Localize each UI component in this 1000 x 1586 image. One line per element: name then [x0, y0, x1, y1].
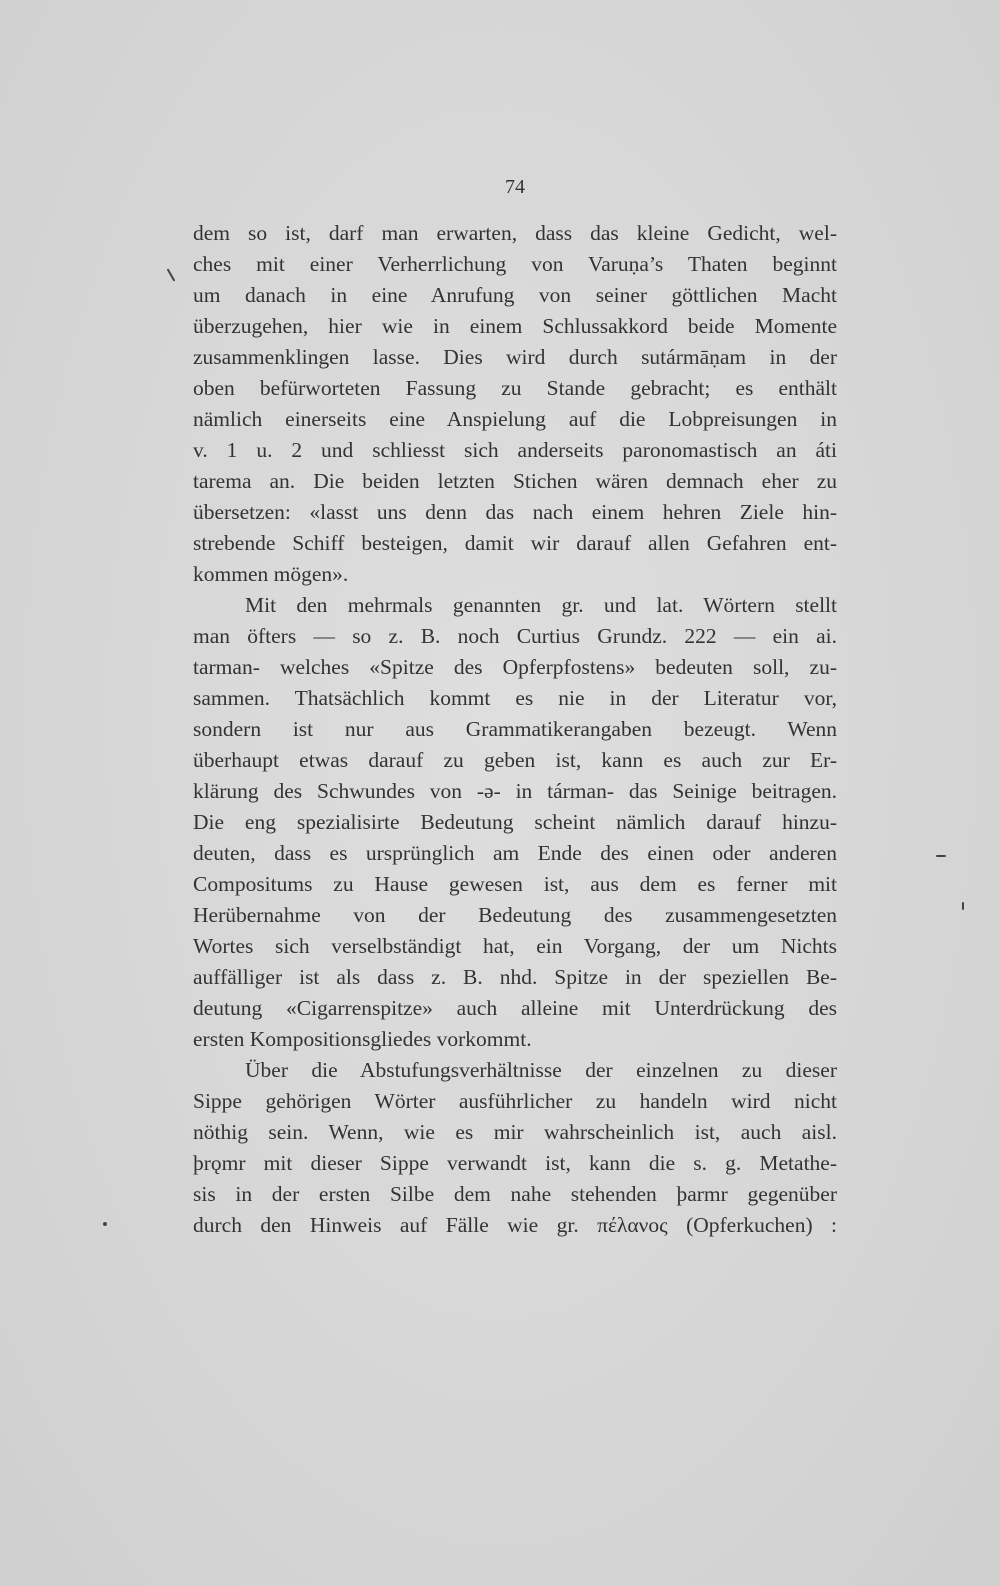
text-line: zusammenklingen lasse. Dies wird durch sutármāṇam in der	[193, 345, 837, 369]
text-line: überhaupt etwas darauf zu geben ist, kann es auch zur Er-	[193, 748, 837, 772]
text-line: sondern ist nur aus Grammatikerangaben bezeugt. Wenn	[193, 717, 837, 741]
text-line: ersten Kompositionsgliedes vorkommt.	[193, 1027, 532, 1051]
text-line: strebende Schiff besteigen, damit wir darauf allen Gefahren ent-	[193, 531, 837, 555]
text-line: ches mit einer Verherrlichung von Varuṇa’s Thaten beginnt	[193, 252, 837, 276]
text-line: v. 1 u. 2 und schliesst sich anderseits paronomastisch an áti	[193, 438, 837, 462]
text-line: Wortes sich verselbständigt hat, ein Vorgang, der um Nichts	[193, 934, 837, 958]
text-line: klärung des Schwundes von -ə- in tárman- das Seinige beitragen.	[193, 779, 837, 803]
text-line: Sippe gehörigen Wörter ausführlicher zu handeln wird nicht	[193, 1089, 837, 1113]
text-line: oben befürworteten Fassung zu Stande gebracht; es enthält	[193, 376, 837, 400]
text-line: man öfters — so z. B. noch Curtius Grundz. 222 — ein ai.	[193, 624, 837, 648]
text-line: deutung «Cigarrenspitze» auch alleine mit Unterdrückung des	[193, 996, 837, 1020]
text-line: deuten, dass es ursprünglich am Ende des einen oder anderen	[193, 841, 837, 865]
page-number: 74	[505, 176, 525, 198]
paragraph-3	[193, 1055, 837, 1241]
text-line: nämlich einerseits eine Anspielung auf die Lobpreisungen in	[193, 407, 837, 431]
scan-speck	[962, 902, 964, 910]
scan-speck	[936, 855, 946, 857]
text-line: durch den Hinweis auf Fälle wie gr. πέλανος (Opferkuchen) :	[193, 1213, 837, 1237]
text-line: um danach in eine Anrufung von seiner göttlichen Macht	[193, 283, 837, 307]
text-line: nöthig sein. Wenn, wie es mir wahrscheinlich ist, auch aisl.	[193, 1120, 837, 1144]
text-line: tarman- welches «Spitze des Opferpfostens» bedeuten soll, zu-	[193, 655, 837, 679]
text-line: þrǫmr mit dieser Sippe verwandt ist, kann die s. g. Metathe-	[193, 1151, 837, 1175]
paragraph-2	[193, 590, 837, 1055]
text-line: übersetzen: «lasst uns denn das nach einem hehren Ziele hin-	[193, 500, 837, 524]
text-line: dem so ist, darf man erwarten, dass das kleine Gedicht, wel-	[193, 221, 837, 245]
text-line: sis in der ersten Silbe dem nahe stehenden þarmr gegenüber	[193, 1182, 837, 1206]
text-line: kommen mögen».	[193, 562, 349, 586]
text-line: Die eng spezialisirte Bedeutung scheint nämlich darauf hinzu-	[193, 810, 837, 834]
text-line: Über die Abstufungsverhältnisse der einzelnen zu dieser	[245, 1058, 837, 1082]
text-line: Mit den mehrmals genannten gr. und lat. Wörtern stellt	[245, 593, 837, 617]
text-line: tarema an. Die beiden letzten Stichen wären demnach eher zu	[193, 469, 837, 493]
text-line: Compositums zu Hause gewesen ist, aus dem es ferner mit	[193, 872, 837, 896]
text-line: Herübernahme von der Bedeutung des zusammengesetzten	[193, 903, 837, 927]
body-text	[193, 218, 837, 1241]
text-line: sammen. Thatsächlich kommt es nie in der Literatur vor,	[193, 686, 837, 710]
text-line: auffälliger ist als dass z. B. nhd. Spitze in der speziellen Be-	[193, 965, 837, 989]
paragraph-1	[193, 218, 837, 590]
scan-speck	[167, 268, 176, 281]
text-line: überzugehen, hier wie in einem Schlussakkord beide Momente	[193, 314, 837, 338]
scan-speck	[103, 1222, 107, 1226]
